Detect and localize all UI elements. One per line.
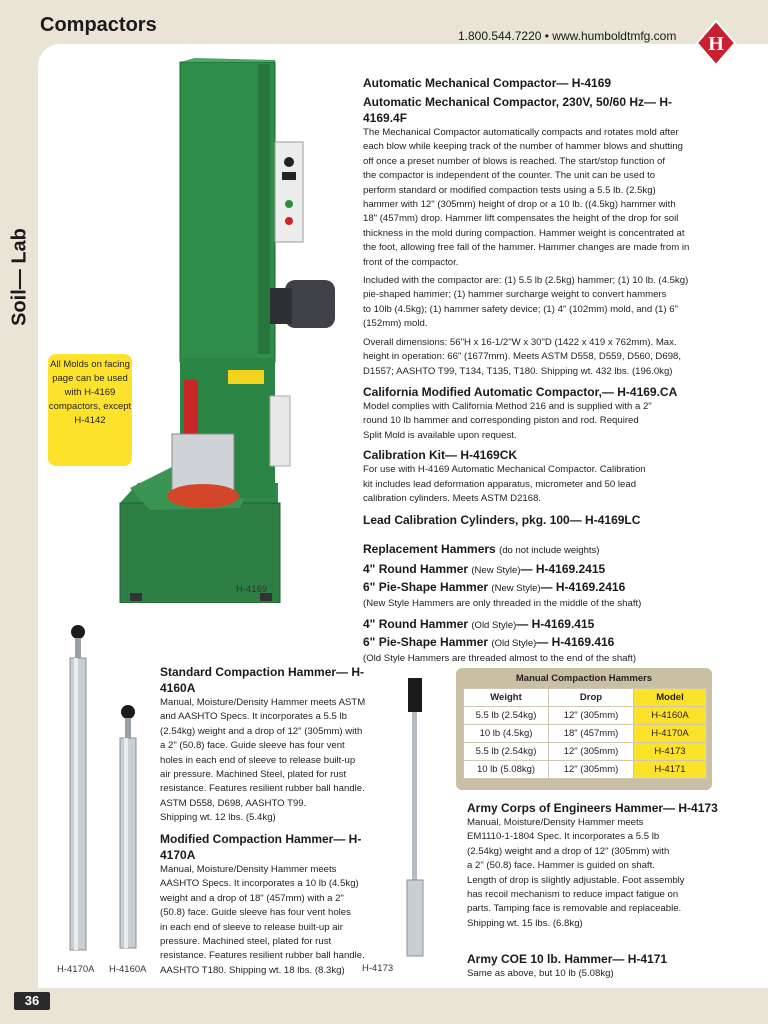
auto-compactor-title: Automatic Mechanical Compactor— H-4169	[363, 76, 612, 90]
california-title: California Modified Automatic Compactor,— H-4169.CA	[363, 384, 678, 399]
modified-hammer-title: Modified Compaction Hammer— H-4170A	[160, 832, 362, 862]
compactor-image	[110, 58, 355, 603]
h4170a-caption: H-4170A	[57, 964, 95, 975]
section-tab	[6, 212, 34, 342]
lead-cylinders-title: Lead Calibration Cylinders, pkg. 100— H-4169LC	[363, 513, 641, 528]
auto-dimensions: Overall dimensions: 56"H x 16-1/2"W x 30"D (1422 x 419 x 762mm). Max. height in operation: 66" (1677mm). Meets ASTM D558, D559, D560, D698, D1557; AASHTO T99, T134, T135, T180. Shipping wt. 432 lbs. (196.0kg)	[363, 336, 682, 377]
standard-hammer-desc: Manual, Moisture/Density Hammer meets ASTM and AASHTO Specs. It incorporates a 5.5 lb (2.54kg) weight and a drop of 12" (305mm) with a 2" (50.8) face. Guide sleeve has four vent holes in each end of sleeve to release built-up air pressure. Machined Steel, plated for rust resistance. Features resilient rubber ball handle. ASTM D558, D698, AASHTO T99. Shipping wt. 12 lbs. (5.4kg)	[160, 697, 366, 824]
calibration-kit-title: Calibration Kit— H-4169CK	[363, 448, 518, 463]
page-number: 36	[14, 992, 50, 1010]
auto-included: Included with the compactor are: (1) 5.5 lb (2.5kg) hammer; (1) 10 lb. (4.5kg) pie-shaped hammer; (1) hammer surcharge weight to convert hammers to 10lb (4.5kg); (1) hammer safety device; (1) 4" (102mm) mold, and (1) 6" (152mm) mold.	[363, 275, 689, 330]
replacement-item-2: 6" Pie-Shape Hammer (New Style)— H-4169.2416	[363, 580, 626, 595]
humboldt-logo	[696, 20, 736, 66]
replacement-hammers-title: Replacement Hammers (do not include weights)	[363, 542, 600, 557]
replacement-item-4: 6" Pie-Shape Hammer (Old Style)— H-4169.416	[363, 634, 615, 649]
replacement-item-3: 4" Round Hammer (Old Style)— H-4169.415	[363, 616, 595, 631]
new-style-note: (New Style Hammers are only threaded in the middle of the shaft)	[363, 598, 642, 610]
standard-hammer-title: Standard Compaction Hammer— H-4160A	[160, 665, 365, 695]
logo-letter: H	[708, 33, 724, 55]
compactor-caption: H-4169	[236, 584, 268, 595]
replacement-item-1: 4" Round Hammer (New Style)— H-4169.2415	[363, 562, 606, 577]
auto-compactor-230v-title: Automatic Mechanical Compactor, 230V, 50/60 Hz— H-4169.4F	[363, 95, 672, 125]
army-10lb-title: Army COE 10 lb. Hammer— H-4171	[467, 952, 668, 966]
molds-note: All Molds on facing page can be used with H-4169 compactors, except H-4142	[48, 354, 132, 466]
contact-info: 1.800.544.7220 • www.humboldtmfg.com	[458, 29, 677, 43]
h4160a-caption: H-4160A	[109, 964, 147, 975]
manual-hammers-table	[456, 668, 712, 790]
army-hammer-title: Army Corps of Engineers Hammer— H-4173	[467, 801, 718, 815]
section-tab-label: Soil— Lab	[8, 228, 31, 326]
auto-desc: The Mechanical Compactor automatically compacts and rotates mold after each blow while keeping track of the number of hammer blows and shutting off once a preset number of blows is reached. The start/stop function of the compactor is independent of the counter. The unit can be used to perform standard or modified compaction tests using a 5.5 lb. (2.5kg) hammer with 12" (305mm) height of drop or a 10 lb. ((4.5kg) hammer with 18" (457mm) drop. Hammer lift compensates the height of the drop for soil thickness in the mold during compaction. Hammer weight is concentrated at the foot, allowing free fall of the hammer. Hammer changes are made from in front of the compactor.	[363, 127, 690, 268]
calibration-desc: For use with H-4169 Automatic Mechanical Compactor. Calibration kit includes lead deformation apparatus, micrometer and 50 lead calibration cylinders. Meets ASTM D2168.	[363, 464, 646, 504]
army-10lb-desc: Same as above, but 10 lb (5.08kg)	[467, 968, 614, 979]
h4160a-hammer-image	[112, 700, 152, 960]
modified-hammer-desc: Manual, Moisture/Density Hammer meets AASHTO Specs. It incorporates a 10 lb (4.5kg) weight and a drop of 18" (457mm) with a 2" (50.8) face. Guide sleeve has four vent holes in each end of sleeve to release built-up air pressure. Machined steel, plated for rust resistance. Features resilient rubber ball handle. AASHTO T180. Shipping wt. 18 lbs. (8.3kg)	[160, 864, 365, 976]
table-title: Manual Compaction Hammers	[515, 673, 653, 684]
table-row: 5.5 lb (2.54kg) 12" (305mm) H-4160A	[464, 707, 707, 725]
table-row: 10 lb (4.5kg) 18" (457mm) H-4170A	[464, 725, 707, 743]
california-desc: Model complies with California Method 216 and is supplied with a 2" round 10 lb hammer and corresponding piston and rod. Required Split Mold is available upon request.	[363, 400, 652, 441]
h4173-caption: H-4173	[362, 963, 394, 974]
h4173-hammer-image	[400, 674, 430, 964]
table-header-row: Weight Drop Model	[464, 689, 707, 707]
army-hammer-desc: Manual, Moisture/Density Hammer meets EM1110-1-1804 Spec. It incorporates a 5.5 lb (2.54kg) weight and a drop of 12" (305mm) with a 2" (50.8) face. Hammer is guided on shaft. Length of drop is slightly adjustable. Foot assembly has recoil mechanism to reduce impact fatigue on parts. Tamping face is removable and replaceable. Shipping wt. 15 lbs. (6.8kg)	[467, 817, 685, 929]
page-title: Compactors	[40, 14, 157, 36]
table-row: 5.5 lb (2.54kg) 12" (305mm) H-4173	[464, 743, 707, 761]
table-row: 10 lb (5.08kg) 12" (305mm) H-4171	[464, 761, 707, 779]
old-style-note: (Old Style Hammers are threaded almost to the end of the shaft)	[363, 652, 637, 664]
